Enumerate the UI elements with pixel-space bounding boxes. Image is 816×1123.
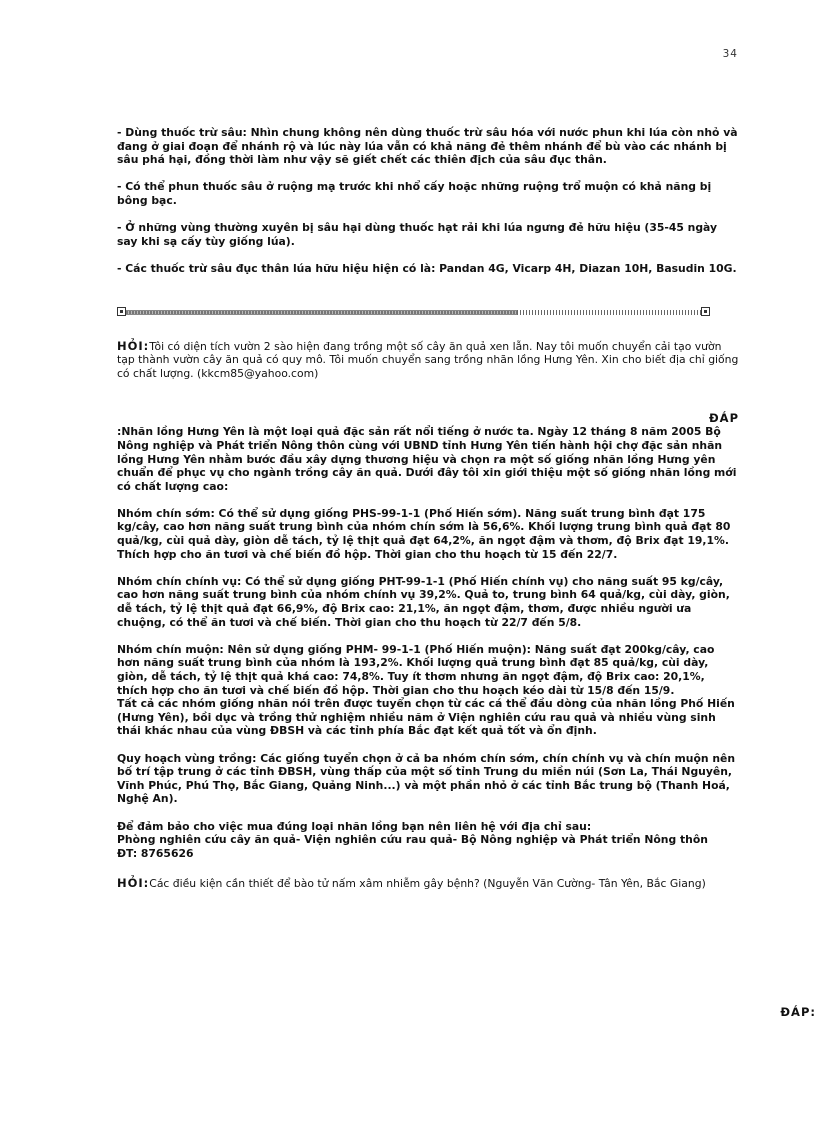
answer-1-contact-phone: ĐT: 8765626: [117, 846, 194, 860]
answer-1-selection-note: Tất cả các nhóm giống nhãn nói trên được tuyển chọn từ các cá thể đầu dòng của nhãn lồng Phố Hiến (Hưng Yên), bồi dục và trồng thử nghiệm nhiều năm ở Viện nghiên cứu rau quả và nhiều vùng sinh thái khác nhau của vùng ĐBSH và các tỉnh phía Bắc đạt kết quả tốt và ổn định.: [117, 697, 735, 738]
divider-cap-right-icon: [701, 307, 710, 316]
question-2-text: Các điều kiện cần thiết để bào tử nấm xâm nhiễm gây bệnh? (Nguyễn Văn Cường- Tân Yên, Bắc Giang): [149, 877, 706, 891]
divider-cap-left-icon: [117, 307, 126, 316]
question-1-text: Tôi có diện tích vườn 2 sào hiện đang trồng một số cây ăn quả xen lẫn. Nay tôi muốn chuyển cải tạo vườn tạp thành vườn cây ăn quả có quy mô. Tôi muốn chuyển sang trồng nhãn lồng Hưng Yên. Xin cho biết địa chỉ giống có chất lượng. (kkcm85@yahoo.com): [117, 339, 739, 380]
paragraph-seedbed-spray: - Có thể phun thuốc sâu ở ruộng mạ trước khi nhổ cấy hoặc những ruộng trổ muộn có khả năng bị bông bạc.: [117, 180, 712, 207]
question-2-label: HỎI:: [117, 876, 150, 891]
question-1: [117, 340, 739, 381]
paragraph-effective-products: - Các thuốc trừ sâu đục thân lúa hữu hiệu hiện có là: Pandan 4G, Vicarp 4H, Diazan 10H, Basudin 10G.: [117, 261, 737, 275]
answer-1-contact-intro: Để đảm bảo cho việc mua đúng loại nhãn lồng bạn nên liên hệ với địa chỉ sau:: [117, 819, 592, 833]
answer-2-label: ĐÁP:: [780, 1005, 816, 1019]
answer-1-intro: :Nhãn lồng Hưng Yên là một loại quả đặc sản rất nổi tiếng ở nước ta. Ngày 12 tháng 8 năm 2005 Bộ Nông nghiệp và Phát triển Nông thôn cùng với UBND tỉnh Hưng Yên tiến hành hội chợ đặc sản nhãn lồng Hưng Yên nhằm bước đầu xây dựng thương hiệu và chọn ra một số giống nhãn lồng Hưng yên chuẩn để phục vụ cho ngành trồng cây ăn quả. Dưới đây tôi xin giới thiệu một số giống nhãn lồng mới có chất lượng cao:: [117, 425, 737, 493]
answer-1-label: ĐÁP: [709, 411, 739, 426]
question-1-label: HỎI:: [117, 338, 150, 353]
question-2: [117, 877, 739, 891]
answer-1-early-group: Nhóm chín sớm: Có thể sử dụng giống PHS-99-1-1 (Phố Hiến sớm). Năng suất trung bình đạt 175 kg/cây, cao hơn năng suất trung bình của nhóm chín sớm là 56,6%. Khối lượng trung bình quả đạt 80 quả/kg, cùi quả dày, giòn dễ tách, tỷ lệ thịt quả đạt 64,2%, ăn ngọt đậm và thơm, độ Brix đạt 19,1%. Thích hợp cho ăn tươi và chế biến đồ hộp. Thời gian cho thu hoạch từ 15 đến 22/7.: [117, 506, 731, 561]
document-body: [117, 126, 739, 891]
answer-1-late-group: Nhóm chín muộn: Nên sử dụng giống PHM- 99-1-1 (Phố Hiến muộn): Năng suất đạt 200kg/cây, cao hơn năng suất trung bình của nhóm là 193,2%. Khối lượng quả trung bình đạt 85 quả/kg, cùi dày, giòn, dễ tách, tỷ lệ thịt quả khá cao: 74,8%. Tuy ít thơm nhưng ăn ngọt đậm, độ Brix cao: 20,1%, thích hợp cho ăn tươi và chế biến đồ hộp. Thời gian cho thu hoạch kéo dài từ 15/8 đến 15/9.: [117, 642, 715, 697]
answer-1-main-group: Nhóm chín chính vụ: Có thể sử dụng giống PHT-99-1-1 (Phố Hiến chính vụ) cho năng suất 95 kg/cây, cao hơn năng suất trung bình của nhóm chính vụ 39,2%. Quả to, trung bình 64 quả/kg, cùi dày, giòn, dễ tách, tỷ lệ thịt quả đạt 66,9%, độ Brix cao: 21,1%, ăn ngọt đậm, thơm, được nhiều người ưa chuộng, có thể ăn tươi và chế biến. Thời gian cho thu hoạch từ 22/7 đến 5/8.: [117, 574, 730, 629]
page-number: 34: [722, 48, 738, 60]
paragraph-granules: - Ở những vùng thường xuyên bị sâu hại dùng thuốc hạt rải khi lúa ngưng đẻ hữu hiệu (35-45 ngày say khi sạ cấy tùy giống lúa).: [117, 221, 718, 248]
paragraph-insecticide: - Dùng thuốc trừ sâu: Nhìn chung không nên dùng thuốc trừ sâu hóa với nước phun khi lúa còn nhỏ và đang ở giai đoạn để nhánh rộ và lúc này lúa vẫn có khả năng đẻ thêm nhánh để bù vào các nhánh bị sâu phá hại, đồng thời làm như vậy sẽ giết chết các thiên địch của sâu đục thân.: [117, 126, 738, 167]
answer-1-contact-address: Phòng nghiên cứu cây ăn quả- Viện nghiên cứu rau quả- Bộ Nông nghiệp và Phát triển Nông thôn: [117, 833, 708, 847]
section-divider: [117, 307, 710, 319]
answer-1-planning: Quy hoạch vùng trồng: Các giống tuyển chọn ở cả ba nhóm chín sớm, chín chính vụ và chín muộn nên bố trí tập trung ở các tỉnh ĐBSH, vùng thấp của một số tỉnh Trung du miền núi (Sơn La, Thái Nguyên, Vĩnh Phúc, Phú Thọ, Bắc Giang, Quảng Ninh...) và một phần nhỏ ở các tỉnh Bắc trung bộ (Thanh Hoá, Nghệ An).: [117, 751, 736, 806]
divider-bar-dotted: [517, 310, 702, 315]
